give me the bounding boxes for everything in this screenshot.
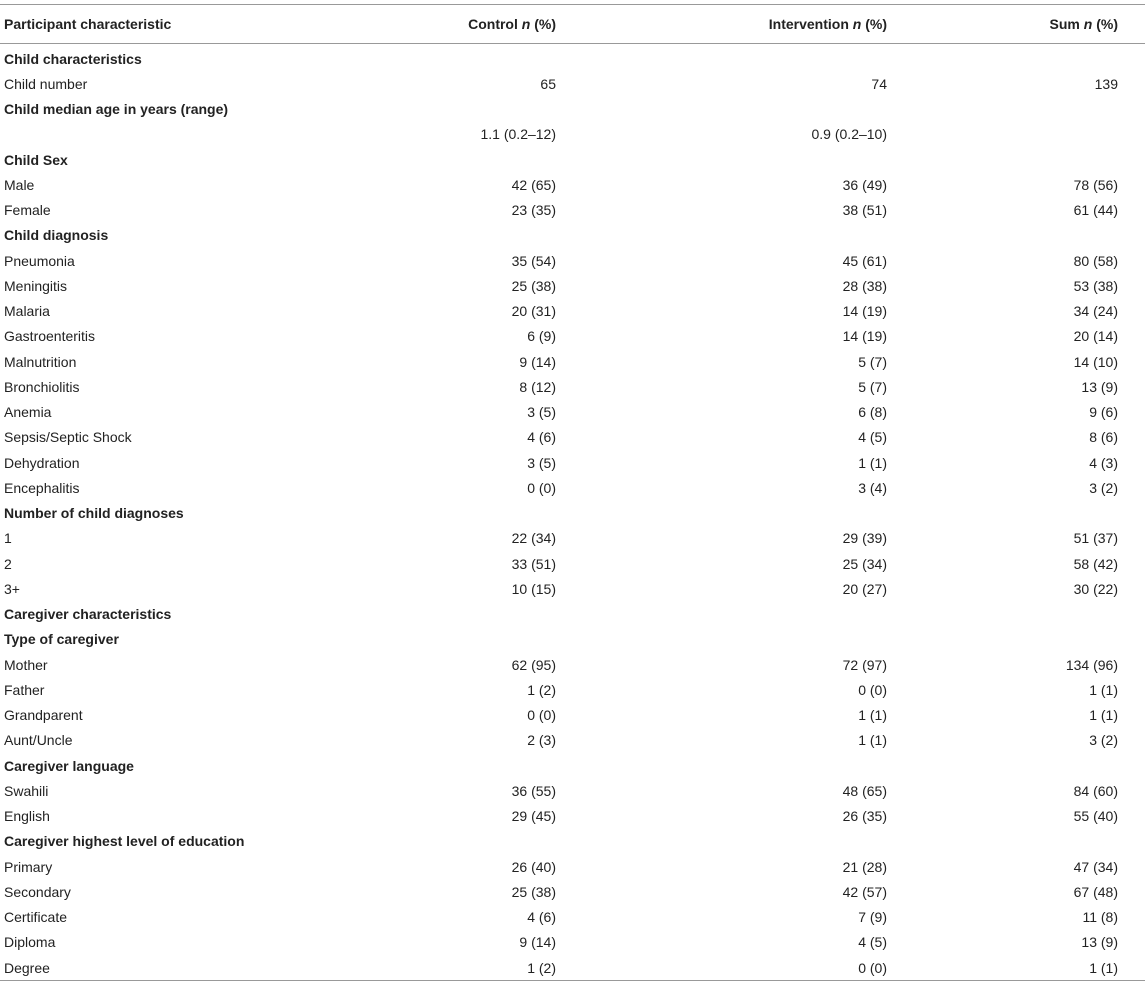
characteristic-cell: Malnutrition bbox=[4, 353, 77, 370]
section-header-row bbox=[0, 223, 1145, 248]
control-cell: 6 (9) bbox=[527, 328, 556, 345]
control-cell: 36 (55) bbox=[511, 782, 556, 799]
intervention-cell: 0.9 (0.2–10) bbox=[811, 126, 887, 143]
characteristic-cell: Child Sex bbox=[4, 151, 68, 168]
sum-cell: 84 (60) bbox=[1073, 782, 1118, 799]
sum-cell: 67 (48) bbox=[1073, 883, 1118, 900]
intervention-cell: 14 (19) bbox=[842, 303, 887, 320]
characteristic-cell: Child characteristics bbox=[4, 50, 142, 67]
characteristic-cell: Father bbox=[4, 681, 45, 698]
sum-cell: 13 (9) bbox=[1081, 934, 1118, 951]
control-cell: 62 (95) bbox=[511, 656, 556, 673]
control-cell: 35 (54) bbox=[511, 252, 556, 269]
sum-cell: 134 (96) bbox=[1065, 656, 1118, 673]
control-cell bbox=[350, 602, 650, 627]
characteristic-cell: Anemia bbox=[4, 404, 52, 421]
table-row bbox=[0, 551, 1145, 576]
characteristic-cell: Malaria bbox=[4, 303, 50, 320]
sum-cell: 47 (34) bbox=[1073, 858, 1118, 875]
sum-cell: 55 (40) bbox=[1073, 808, 1118, 825]
header-participant-characteristic: Participant characteristic bbox=[0, 5, 350, 44]
sum-cell: 58 (42) bbox=[1073, 555, 1118, 572]
characteristic-cell: Primary bbox=[4, 858, 53, 875]
characteristic-cell: 3+ bbox=[4, 580, 20, 597]
characteristic-cell: Number of child diagnoses bbox=[4, 505, 184, 522]
section-header-row bbox=[0, 97, 1145, 122]
intervention-cell: 48 (65) bbox=[842, 782, 887, 799]
characteristic-cell: Dehydration bbox=[4, 454, 80, 471]
table-row bbox=[0, 172, 1145, 197]
characteristic-cell: Child median age in years (range) bbox=[4, 101, 229, 118]
sum-cell: 1 (1) bbox=[955, 955, 1145, 981]
sum-cell bbox=[955, 223, 1145, 248]
intervention-cell: 7 (9) bbox=[858, 909, 887, 926]
sum-cell bbox=[955, 753, 1145, 778]
table-row bbox=[0, 526, 1145, 551]
sum-cell: 139 bbox=[1094, 75, 1118, 92]
characteristic-cell: Caregiver highest level of education bbox=[4, 833, 245, 850]
control-cell: 8 (12) bbox=[519, 378, 556, 395]
table-row bbox=[0, 930, 1145, 955]
intervention-cell: 38 (51) bbox=[842, 202, 887, 219]
intervention-cell: 28 (38) bbox=[842, 277, 887, 294]
intervention-cell: 6 (8) bbox=[858, 404, 887, 421]
table-row bbox=[0, 955, 1145, 981]
characteristic-cell: Child number bbox=[4, 75, 88, 92]
sum-cell: 1 (1) bbox=[1089, 681, 1118, 698]
table-row bbox=[0, 804, 1145, 829]
control-cell bbox=[350, 627, 650, 652]
characteristic-cell: Female bbox=[4, 202, 51, 219]
intervention-cell: 5 (7) bbox=[858, 353, 887, 370]
control-cell: 23 (35) bbox=[511, 202, 556, 219]
table-row bbox=[0, 652, 1145, 677]
table-row bbox=[0, 324, 1145, 349]
table-row bbox=[0, 349, 1145, 374]
intervention-cell bbox=[650, 602, 955, 627]
characteristic-cell: Swahili bbox=[4, 782, 49, 799]
control-cell: 25 (38) bbox=[511, 277, 556, 294]
sum-cell: 13 (9) bbox=[1081, 378, 1118, 395]
intervention-cell bbox=[650, 501, 955, 526]
section-header-row bbox=[0, 753, 1145, 778]
control-cell bbox=[350, 44, 650, 72]
table-row bbox=[0, 248, 1145, 273]
characteristic-cell: Certificate bbox=[4, 909, 68, 926]
section-header-row bbox=[0, 147, 1145, 172]
sum-cell: 14 (10) bbox=[1073, 353, 1118, 370]
intervention-cell: 25 (34) bbox=[842, 555, 887, 572]
intervention-cell: 14 (19) bbox=[842, 328, 887, 345]
characteristic-cell: Grandparent bbox=[4, 707, 83, 724]
section-header-row bbox=[0, 627, 1145, 652]
control-cell bbox=[350, 829, 650, 854]
section-header-row bbox=[0, 44, 1145, 72]
table-row bbox=[0, 879, 1145, 904]
characteristic-cell: English bbox=[4, 808, 50, 825]
control-cell bbox=[350, 97, 650, 122]
control-cell: 65 bbox=[540, 75, 556, 92]
control-cell bbox=[350, 753, 650, 778]
characteristic-cell: Aunt/Uncle bbox=[4, 732, 73, 749]
intervention-cell bbox=[650, 44, 955, 72]
intervention-cell: 4 (5) bbox=[858, 429, 887, 446]
characteristic-cell bbox=[0, 122, 350, 147]
table-row bbox=[0, 703, 1145, 728]
characteristic-cell: Mother bbox=[4, 656, 48, 673]
sum-cell: 1 (1) bbox=[1089, 707, 1118, 724]
intervention-cell: 3 (4) bbox=[858, 479, 887, 496]
intervention-cell bbox=[650, 753, 955, 778]
control-cell: 1.1 (0.2–12) bbox=[480, 126, 556, 143]
sum-cell: 3 (2) bbox=[1089, 732, 1118, 749]
sum-cell bbox=[955, 147, 1145, 172]
control-cell: 1 (2) bbox=[527, 681, 556, 698]
table-row bbox=[0, 450, 1145, 475]
intervention-cell: 0 (0) bbox=[650, 955, 955, 981]
control-cell: 0 (0) bbox=[527, 707, 556, 724]
sum-cell bbox=[955, 44, 1145, 72]
table-row bbox=[0, 122, 1145, 147]
intervention-cell: 0 (0) bbox=[858, 681, 887, 698]
sum-cell: 34 (24) bbox=[1073, 303, 1118, 320]
table-body bbox=[0, 44, 1145, 981]
characteristic-cell: Male bbox=[4, 176, 35, 193]
sum-cell: 20 (14) bbox=[1073, 328, 1118, 345]
characteristic-cell: Type of caregiver bbox=[4, 631, 119, 648]
control-cell: 4 (6) bbox=[527, 429, 556, 446]
control-cell: 4 (6) bbox=[527, 909, 556, 926]
intervention-cell: 1 (1) bbox=[858, 454, 887, 471]
control-cell: 0 (0) bbox=[527, 479, 556, 496]
table-row bbox=[0, 854, 1145, 879]
characteristic-cell: Bronchiolitis bbox=[4, 378, 80, 395]
sum-cell: 4 (3) bbox=[1089, 454, 1118, 471]
header-row bbox=[0, 5, 1145, 44]
table-row bbox=[0, 475, 1145, 500]
table-row bbox=[0, 299, 1145, 324]
table-row bbox=[0, 778, 1145, 803]
control-cell: 25 (38) bbox=[511, 883, 556, 900]
characteristic-cell: Child diagnosis bbox=[4, 227, 109, 244]
sum-cell: 51 (37) bbox=[1073, 530, 1118, 547]
participant-characteristics-table bbox=[0, 4, 1145, 981]
sum-cell: 53 (38) bbox=[1073, 277, 1118, 294]
sum-cell bbox=[955, 829, 1145, 854]
sum-cell bbox=[955, 627, 1145, 652]
characteristic-cell: Diploma bbox=[4, 934, 56, 951]
control-cell: 9 (14) bbox=[519, 353, 556, 370]
characteristic-cell: Caregiver characteristics bbox=[4, 606, 172, 623]
header-intervention: Intervention n (%) bbox=[650, 5, 955, 44]
sum-cell bbox=[955, 97, 1145, 122]
intervention-cell bbox=[650, 223, 955, 248]
control-cell: 10 (15) bbox=[511, 580, 556, 597]
table-header bbox=[0, 5, 1145, 44]
section-header-row bbox=[0, 829, 1145, 854]
table-row bbox=[0, 576, 1145, 601]
sum-cell: 8 (6) bbox=[1089, 429, 1118, 446]
characteristic-cell: Degree bbox=[0, 955, 350, 981]
intervention-cell bbox=[650, 97, 955, 122]
table-row bbox=[0, 273, 1145, 298]
characteristic-cell: Meningitis bbox=[4, 277, 68, 294]
control-cell: 33 (51) bbox=[511, 555, 556, 572]
sum-cell: 61 (44) bbox=[1073, 202, 1118, 219]
intervention-cell: 1 (1) bbox=[858, 707, 887, 724]
table-row bbox=[0, 905, 1145, 930]
intervention-cell: 45 (61) bbox=[842, 252, 887, 269]
sum-cell: 11 (8) bbox=[1082, 909, 1118, 926]
intervention-cell: 20 (27) bbox=[842, 580, 887, 597]
sum-cell: 78 (56) bbox=[1073, 176, 1118, 193]
characteristic-cell: Encephalitis bbox=[4, 479, 80, 496]
characteristic-cell: Sepsis/Septic Shock bbox=[4, 429, 132, 446]
table-row bbox=[0, 728, 1145, 753]
intervention-cell: 5 (7) bbox=[858, 378, 887, 395]
table-row bbox=[0, 677, 1145, 702]
sum-cell bbox=[955, 501, 1145, 526]
table-row bbox=[0, 198, 1145, 223]
intervention-cell: 21 (28) bbox=[842, 858, 887, 875]
section-header-row bbox=[0, 501, 1145, 526]
control-cell bbox=[350, 147, 650, 172]
characteristic-cell: Pneumonia bbox=[4, 252, 75, 269]
intervention-cell: 74 bbox=[871, 75, 887, 92]
intervention-cell: 42 (57) bbox=[842, 883, 887, 900]
characteristic-cell: Caregiver language bbox=[4, 757, 134, 774]
control-cell: 3 (5) bbox=[527, 404, 556, 421]
control-cell: 26 (40) bbox=[511, 858, 556, 875]
sum-cell: 3 (2) bbox=[1089, 479, 1118, 496]
intervention-cell: 72 (97) bbox=[842, 656, 887, 673]
control-cell bbox=[350, 501, 650, 526]
characteristic-cell: Gastroenteritis bbox=[4, 328, 96, 345]
intervention-cell: 4 (5) bbox=[858, 934, 887, 951]
control-cell: 29 (45) bbox=[511, 808, 556, 825]
sum-cell bbox=[955, 602, 1145, 627]
table-row bbox=[0, 425, 1145, 450]
table-row bbox=[0, 400, 1145, 425]
control-cell: 9 (14) bbox=[519, 934, 556, 951]
sum-cell: 80 (58) bbox=[1073, 252, 1118, 269]
section-header-row bbox=[0, 602, 1145, 627]
intervention-cell bbox=[650, 627, 955, 652]
sum-cell: 30 (22) bbox=[1073, 580, 1118, 597]
sum-cell: 9 (6) bbox=[1089, 404, 1118, 421]
characteristic-cell: Secondary bbox=[4, 883, 71, 900]
control-cell: 1 (2) bbox=[350, 955, 650, 981]
table-row bbox=[0, 71, 1145, 96]
intervention-cell bbox=[650, 829, 955, 854]
control-cell: 22 (34) bbox=[511, 530, 556, 547]
characteristic-cell: 2 bbox=[4, 555, 12, 572]
characteristic-cell: 1 bbox=[4, 530, 12, 547]
intervention-cell: 26 (35) bbox=[842, 808, 887, 825]
intervention-cell bbox=[650, 147, 955, 172]
header-sum: Sum n (%) bbox=[955, 5, 1145, 44]
intervention-cell: 1 (1) bbox=[858, 732, 887, 749]
intervention-cell: 29 (39) bbox=[842, 530, 887, 547]
control-cell: 20 (31) bbox=[511, 303, 556, 320]
intervention-cell: 36 (49) bbox=[842, 176, 887, 193]
control-cell: 2 (3) bbox=[527, 732, 556, 749]
control-cell: 42 (65) bbox=[511, 176, 556, 193]
header-control: Control n (%) bbox=[350, 5, 650, 44]
control-cell bbox=[350, 223, 650, 248]
table-row bbox=[0, 374, 1145, 399]
control-cell: 3 (5) bbox=[527, 454, 556, 471]
sum-cell bbox=[955, 122, 1145, 147]
